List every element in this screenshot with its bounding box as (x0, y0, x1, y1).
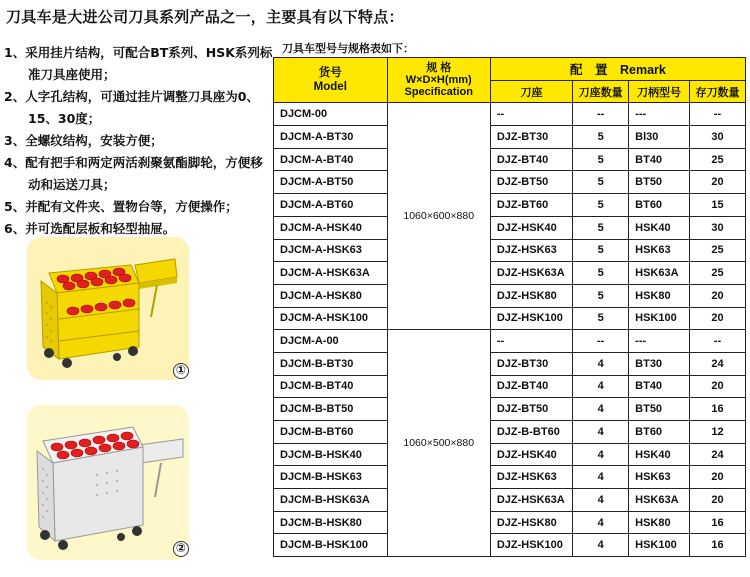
header-seat: 刀座 (490, 80, 572, 103)
cell-seat: DJZ-BT30 (490, 352, 572, 375)
cell-shank: BT30 (629, 352, 690, 375)
cell-store-qty: 30 (689, 216, 745, 239)
cell-store-qty: 16 (689, 511, 745, 534)
cell-shank: HSK63A (629, 489, 690, 512)
table-row (274, 103, 746, 126)
cell-seat: DJZ-BT40 (490, 148, 572, 171)
table-row (274, 421, 746, 444)
cell-shank: --- (629, 330, 690, 353)
cell-model: DJCM-A-BT40 (274, 148, 388, 171)
cell-shank: BT60 (629, 421, 690, 444)
header-model-cn: 货号 (318, 67, 342, 80)
header-spec-en: Specification (404, 86, 473, 99)
cell-seat: DJZ-BT40 (490, 375, 572, 398)
cell-store-qty: 12 (689, 421, 745, 444)
header-spec (387, 58, 490, 103)
feature-item: 5、并配有文件夹、置物台等，方便操作； (4, 199, 238, 214)
cell-seat-qty: 5 (573, 148, 629, 171)
cell-seat: DJZ-HSK63A (490, 489, 572, 512)
table-row (274, 171, 746, 194)
table-row (274, 443, 746, 466)
cell-seat: DJZ-BT30 (490, 126, 572, 149)
cell-seat: DJZ-BT60 (490, 194, 572, 217)
table-row (274, 284, 746, 307)
cell-shank: BT40 (629, 375, 690, 398)
header-shank: 刀柄型号 (629, 80, 690, 103)
cell-store-qty: 16 (689, 534, 745, 557)
feature-item: 4、配有把手和两定两活刹聚氨酯脚轮，方便移动和运送刀具； (4, 155, 263, 192)
table-row (274, 511, 746, 534)
feature-item: 1、采用挂片结构，可配合BT系列、HSK系列标准刀具座使用； (4, 45, 273, 82)
cell-store-qty: 25 (689, 262, 745, 285)
table-row (274, 534, 746, 557)
photo-label-1: ① (173, 363, 189, 379)
cell-store-qty: 15 (689, 194, 745, 217)
cell-seat-qty: 5 (573, 239, 629, 262)
photo-label-2: ② (173, 541, 189, 557)
cell-seat: DJZ-HSK80 (490, 284, 572, 307)
cell-model: DJCM-A-HSK63 (274, 239, 388, 262)
cell-seat: DJZ-BT50 (490, 171, 572, 194)
cell-store-qty: 16 (689, 398, 745, 421)
cell-shank: BT60 (629, 194, 690, 217)
cell-store-qty: 24 (689, 443, 745, 466)
cell-seat-qty: 4 (573, 489, 629, 512)
cell-model: DJCM-B-HSK63 (274, 466, 388, 489)
cell-seat-qty: 4 (573, 375, 629, 398)
cell-seat: DJZ-HSK63 (490, 239, 572, 262)
header-seat-qty: 刀座数量 (573, 80, 629, 103)
cell-seat: DJZ-B-BT60 (490, 421, 572, 444)
cell-model: DJCM-B-HSK100 (274, 534, 388, 557)
cell-specification: 1060×500×880 (387, 330, 490, 557)
cell-shank: BT40 (629, 148, 690, 171)
table-row (274, 216, 746, 239)
cell-store-qty: 20 (689, 171, 745, 194)
cell-store-qty: 20 (689, 307, 745, 330)
cell-shank: HSK80 (629, 284, 690, 307)
table-row (274, 262, 746, 285)
cell-shank: Bl30 (629, 126, 690, 149)
cell-model: DJCM-A-BT30 (274, 126, 388, 149)
cell-shank: HSK63 (629, 239, 690, 262)
cell-store-qty: 24 (689, 352, 745, 375)
table-row (274, 194, 746, 217)
cell-shank: --- (629, 103, 690, 126)
cell-model: DJCM-A-HSK80 (274, 284, 388, 307)
header-model (274, 58, 388, 103)
spec-table-caption: 刀具车型号与规格表如下： (282, 42, 414, 55)
cell-seat-qty: 5 (573, 262, 629, 285)
cell-shank: HSK63A (629, 262, 690, 285)
cell-shank: HSK100 (629, 307, 690, 330)
cell-shank: HSK80 (629, 511, 690, 534)
header-store-qty: 存刀数量 (689, 80, 745, 103)
cell-seat: DJZ-HSK63A (490, 262, 572, 285)
cell-model: DJCM-B-HSK80 (274, 511, 388, 534)
cell-store-qty: 30 (689, 126, 745, 149)
table-row (274, 375, 746, 398)
cell-seat-qty: -- (573, 330, 629, 353)
cell-store-qty: 20 (689, 375, 745, 398)
cell-store-qty: -- (689, 330, 745, 353)
cell-store-qty: 20 (689, 284, 745, 307)
cell-model: DJCM-B-BT50 (274, 398, 388, 421)
cell-model: DJCM-A-00 (274, 330, 388, 353)
cell-seat-qty: 4 (573, 398, 629, 421)
cell-shank: HSK63 (629, 466, 690, 489)
table-row (274, 489, 746, 512)
cell-seat-qty: 5 (573, 126, 629, 149)
cell-shank: BT50 (629, 398, 690, 421)
table-row (274, 352, 746, 375)
cell-model: DJCM-A-BT60 (274, 194, 388, 217)
cell-seat-qty: 5 (573, 307, 629, 330)
header-spec-cn: 规 格 (426, 62, 452, 75)
cell-seat: DJZ-HSK80 (490, 511, 572, 534)
cell-store-qty: 25 (689, 148, 745, 171)
table-row (274, 330, 746, 353)
yellow-tool-cart-illustration (27, 237, 189, 380)
cell-model: DJCM-B-BT30 (274, 352, 388, 375)
table-row (274, 148, 746, 171)
cell-shank: HSK40 (629, 216, 690, 239)
cell-specification: 1060×600×880 (387, 103, 490, 330)
table-row (274, 307, 746, 330)
cell-seat: -- (490, 330, 572, 353)
cell-seat-qty: 4 (573, 511, 629, 534)
cell-seat-qty: 5 (573, 194, 629, 217)
table-row (274, 239, 746, 262)
feature-item: 6、并可选配层板和轻型抽屉。 (4, 221, 176, 236)
cell-seat-qty: 4 (573, 421, 629, 444)
cell-seat: DJZ-BT50 (490, 398, 572, 421)
cell-model: DJCM-A-BT50 (274, 171, 388, 194)
feature-item: 3、全螺纹结构，安装方便； (4, 133, 163, 148)
cell-model: DJCM-B-HSK63A (274, 489, 388, 512)
cell-model: DJCM-00 (274, 103, 388, 126)
cell-seat: DJZ-HSK40 (490, 443, 572, 466)
feature-list (4, 42, 274, 240)
cell-shank: BT50 (629, 171, 690, 194)
cell-seat-qty: 4 (573, 443, 629, 466)
table-row (274, 398, 746, 421)
cell-store-qty: -- (689, 103, 745, 126)
cell-model: DJCM-B-HSK40 (274, 443, 388, 466)
white-tool-cart-illustration (27, 405, 189, 560)
cell-store-qty: 20 (689, 489, 745, 512)
tool-cart-photo-1 (27, 237, 189, 380)
cell-store-qty: 25 (689, 239, 745, 262)
table-row (274, 466, 746, 489)
cell-seat-qty: 5 (573, 171, 629, 194)
feature-item: 2、人字孔结构，可通过挂片调整刀具座为0、15、30度； (4, 89, 259, 126)
cell-seat: DJZ-HSK40 (490, 216, 572, 239)
cell-store-qty: 20 (689, 466, 745, 489)
header-spec-dims: W×D×H(mm) (405, 74, 472, 87)
table-row (274, 126, 746, 149)
cell-seat: -- (490, 103, 572, 126)
header-model-en: Model (313, 81, 347, 94)
cell-seat: DJZ-HSK100 (490, 534, 572, 557)
cell-seat-qty: 4 (573, 466, 629, 489)
cell-seat-qty: 4 (573, 352, 629, 375)
cell-shank: HSK40 (629, 443, 690, 466)
spec-table (273, 57, 746, 557)
cell-model: DJCM-B-BT40 (274, 375, 388, 398)
header-config: 配 置 Remark (490, 58, 745, 81)
page-heading: 刀具车是大进公司刀具系列产品之一，主要具有以下特点： (6, 8, 404, 26)
cell-seat: DJZ-HSK63 (490, 466, 572, 489)
cell-model: DJCM-B-BT60 (274, 421, 388, 444)
cell-seat-qty: 4 (573, 534, 629, 557)
cell-seat-qty: -- (573, 103, 629, 126)
cell-model: DJCM-A-HSK40 (274, 216, 388, 239)
tool-cart-photo-2 (27, 405, 189, 560)
cell-seat-qty: 5 (573, 284, 629, 307)
cell-seat-qty: 5 (573, 216, 629, 239)
cell-model: DJCM-A-HSK63A (274, 262, 388, 285)
cell-shank: HSK100 (629, 534, 690, 557)
cell-model: DJCM-A-HSK100 (274, 307, 388, 330)
cell-seat: DJZ-HSK100 (490, 307, 572, 330)
